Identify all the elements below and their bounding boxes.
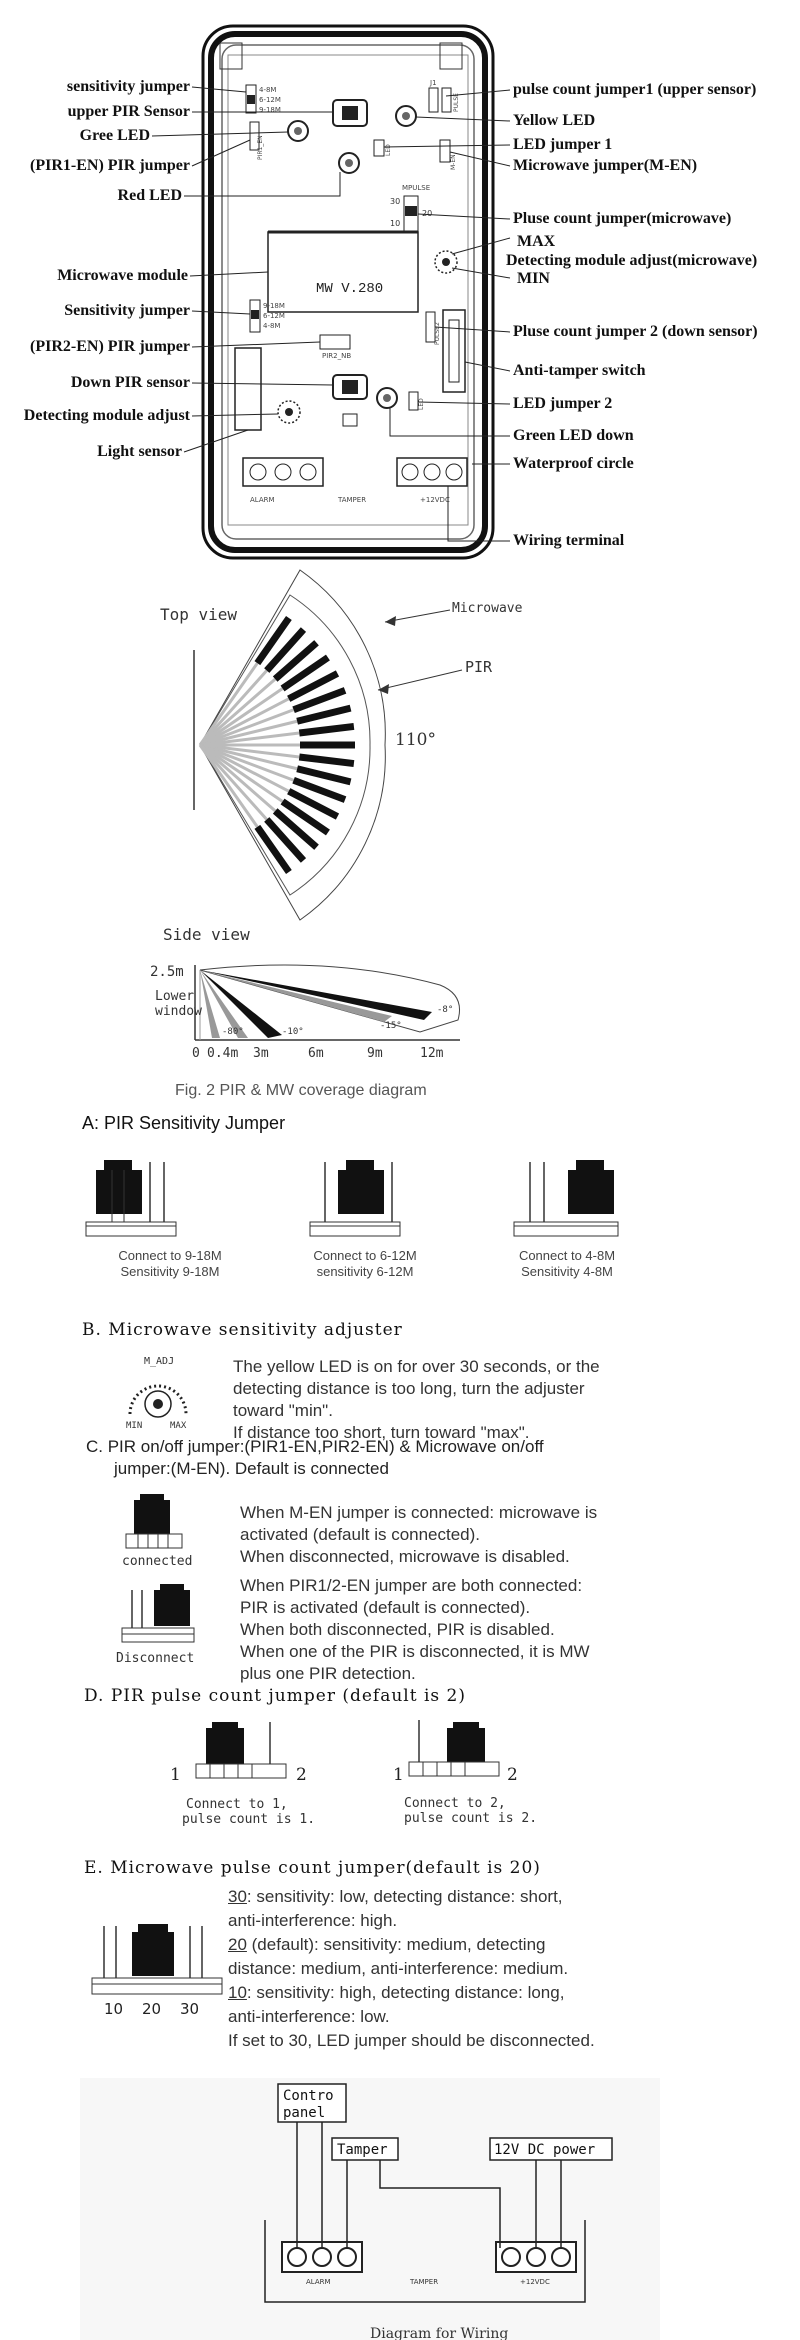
- pulse1-pin-2: 2: [296, 1765, 307, 1785]
- sens-top-1: 4-8M: [259, 86, 277, 94]
- caption-6-12-b: sensitivity 6-12M: [316, 1264, 414, 1279]
- pir-bar: [297, 769, 350, 782]
- label-pir2-en-jumper: (PIR2-EN) PIR jumper: [30, 338, 190, 355]
- section-b-line-3: toward "min".: [233, 1401, 333, 1420]
- section-e-text: [228, 1885, 595, 2053]
- power-label: 12V DC power: [494, 2142, 596, 2158]
- tick-3: 3m: [253, 1046, 269, 1061]
- section-c-text-1: [240, 1502, 597, 1568]
- mw-pin-20: 20: [142, 2000, 162, 2018]
- mw-pin-10: 10: [104, 2000, 124, 2018]
- label-min: MIN: [517, 270, 550, 287]
- angle-80: -80°: [222, 1027, 244, 1037]
- caption-4-8-b: Sensitivity 4-8M: [521, 1264, 613, 1279]
- sens-top-3: 9-18M: [259, 106, 281, 114]
- section-c-title: [86, 1436, 544, 1480]
- label-red-led: Red LED: [117, 187, 182, 204]
- height-text: 2.5m: [150, 964, 184, 980]
- pir-text: PIR: [465, 658, 493, 676]
- jumper-4-8: [514, 1160, 618, 1236]
- label-down-pir-sensor: Down PIR sensor: [70, 374, 190, 391]
- label-upper-pir-sensor: upper PIR Sensor: [67, 103, 190, 120]
- j1-text: J1: [430, 79, 437, 87]
- section-b-title: B. Microwave sensitivity adjuster: [82, 1320, 403, 1340]
- microwave-text: Microwave: [452, 601, 523, 616]
- mw-pin-30: 30: [180, 2000, 200, 2018]
- section-e-line-6: anti-interference: low.: [228, 2007, 390, 2026]
- pir-bar: [297, 708, 350, 721]
- knob-label: M_ADJ: [144, 1356, 175, 1367]
- angle-text: 110°: [395, 730, 436, 750]
- section-b-line-2: detecting distance is too long, turn the adjuster: [233, 1379, 585, 1398]
- microwave-knob: [126, 1352, 246, 1432]
- section-c-2-line-2: PIR is activated (default is connected).: [240, 1598, 531, 1617]
- coverage-diagram: [0, 560, 800, 1120]
- section-e-line-1: 30: sensitivity: low, detecting distance: short,: [228, 1887, 563, 1906]
- tick-6: 6m: [308, 1046, 324, 1061]
- section-c-2-line-5: plus one PIR detection.: [240, 1664, 416, 1683]
- angle-15: -15°: [380, 1021, 402, 1031]
- control-panel-1: Contro: [283, 2088, 334, 2104]
- label-pulse-count-jumper-2: Pluse count jumper 2 (down sensor): [513, 323, 758, 340]
- section-c-2-line-4: When one of the PIR is disconnected, it is MW: [240, 1642, 590, 1661]
- section-b-text: [233, 1356, 600, 1444]
- jumper-disconnect: [118, 1590, 218, 1660]
- tick-9: 9m: [367, 1046, 383, 1061]
- v12-label: +12VDC: [520, 2278, 550, 2286]
- pulse2-text: PULSE2: [434, 322, 441, 345]
- section-c-title-2: jumper:(M-EN). Default is connected: [114, 1459, 389, 1478]
- pulse1-text: PULSE: [453, 93, 460, 112]
- label-led-jumper-1: LED jumper 1: [513, 136, 613, 153]
- alarm-label: ALARM: [306, 2278, 331, 2286]
- tick-0: 0: [192, 1046, 200, 1061]
- sens-down-2: 6-12M: [263, 312, 285, 320]
- pir2-text: PIR2_NB: [322, 352, 352, 360]
- tamper-small-label: TAMPER: [410, 2278, 439, 2286]
- label-detecting-module-adjust: Detecting module adjust: [23, 407, 190, 424]
- label-pulse-count-jumper1: pulse count jumper1 (upper sensor): [513, 81, 757, 98]
- label-anti-tamper-switch: Anti-tamper switch: [513, 362, 646, 379]
- section-b-line-4: If distance too short, turn toward "max".: [233, 1423, 530, 1442]
- label-led-jumper-2: LED jumper 2: [513, 395, 613, 412]
- label-pir1-en-jumper: (PIR1-EN) PIR jumper: [30, 157, 190, 174]
- caption-4-8-a: Connect to 4-8M: [518, 1248, 616, 1263]
- label-microwave-module: Microwave module: [57, 267, 188, 284]
- control-panel-2: panel: [283, 2105, 326, 2121]
- caption-9-18-b: Sensitivity 9-18M: [120, 1264, 220, 1279]
- label-waterproof-circle: Waterproof circle: [513, 455, 634, 472]
- section-c-1-line-2: activated (default is connected).: [240, 1525, 481, 1544]
- section-e-title: E. Microwave pulse count jumper(default is 20): [84, 1858, 541, 1878]
- section-b-line-1: The yellow LED is on for over 30 seconds, or the: [233, 1357, 600, 1376]
- label-pulse-count-jumper-microwave: Pluse count jumper(microwave): [513, 210, 732, 227]
- section-c-1-line-1: When M-EN jumper is connected: microwave is: [240, 1503, 598, 1522]
- section-a-title: A: PIR Sensitivity Jumper: [82, 1113, 286, 1133]
- pir-bar: [299, 726, 354, 733]
- pulse-num-30: 30: [390, 197, 401, 206]
- sens-top-2: 6-12M: [259, 96, 281, 104]
- section-c-2-line-3: When both disconnected, PIR is disabled.: [240, 1620, 555, 1639]
- label-wiring-terminal: Wiring terminal: [513, 532, 625, 549]
- terminal-alarm-text: ALARM: [250, 496, 275, 504]
- label-max: MAX: [517, 233, 556, 250]
- mpulse-text: MPULSE: [402, 184, 431, 192]
- jumper-connected: [124, 1500, 224, 1560]
- terminal-12v-text: +12VDC: [420, 496, 450, 504]
- label-green-led-down: Green LED down: [513, 427, 634, 444]
- pulse-num-10: 10: [390, 219, 401, 228]
- led-text-2: LED: [418, 398, 425, 410]
- caption-6-12-a: Connect to 6-12M: [313, 1248, 417, 1263]
- wiring-diagram: [0, 2070, 800, 2340]
- label-microwave-jumper-m-en: Microwave jumper(M-EN): [513, 157, 698, 174]
- disconnect-label: Disconnect: [116, 1651, 195, 1666]
- mw-pulse-jumper: [90, 1920, 250, 2020]
- pulse-jumper-2: [393, 1716, 533, 1786]
- section-d-title: D. PIR pulse count jumper (default is 2): [84, 1686, 466, 1706]
- section-a-jumpers: [0, 1170, 800, 1250]
- jumper-6-12: [310, 1160, 400, 1236]
- sens-down-3: 4-8M: [263, 322, 281, 330]
- label-detecting-module-adjust-microwave: Detecting module adjust(microwave): [506, 252, 758, 269]
- angle-8: -8°: [437, 1005, 454, 1015]
- section-e-line-4: distance: medium, anti-interference: medium.: [228, 1959, 569, 1978]
- led-text-1: LED: [385, 144, 392, 156]
- label-sensitivity-jumper: sensitivity jumper: [66, 78, 190, 95]
- pulse1-cap-1: Connect to 1,: [186, 1797, 288, 1812]
- lower-window-1: Lower: [155, 989, 195, 1004]
- mw-module-text: MW V.280: [316, 281, 384, 297]
- terminal-tamper-text: TAMPER: [338, 496, 367, 504]
- label-light-sensor: Light sensor: [97, 443, 182, 460]
- tamper-label: Tamper: [337, 2142, 388, 2158]
- pulse2-cap-2: pulse count is 2.: [404, 1811, 538, 1826]
- section-c-2-line-1: When PIR1/2-EN jumper are both connected:: [240, 1576, 583, 1595]
- connected-label: connected: [122, 1554, 193, 1569]
- m-en-text: M-EN: [450, 154, 457, 170]
- pir1-text: PIR1_EN: [257, 135, 264, 160]
- label-yellow-led: Yellow LED: [513, 112, 596, 129]
- section-e-line-7: If set to 30, LED jumper should be disconnected.: [228, 2031, 595, 2050]
- caption-9-18-a: Connect to 9-18M: [118, 1248, 222, 1263]
- pulse2-pin-2: 2: [507, 1765, 518, 1785]
- label-gree-led: Gree LED: [79, 127, 150, 144]
- label-sensitivity-jumper-2: Sensitivity jumper: [64, 302, 190, 319]
- coverage-caption: Fig. 2 PIR & MW coverage diagram: [175, 1082, 427, 1099]
- section-c-title-1: C. PIR on/off jumper:(PIR1-EN,PIR2-EN) & Microwave on/off: [86, 1437, 544, 1456]
- tick-12: 12m: [420, 1046, 444, 1061]
- pulse1-pin-1: 1: [170, 1765, 181, 1785]
- tick-04: 0.4m: [207, 1046, 239, 1061]
- pulse-num-20: 20: [422, 209, 433, 218]
- lower-window-2: window: [155, 1004, 202, 1019]
- wiring-footer: Diagram for Wiring: [370, 2326, 509, 2340]
- sens-down-1: 9-18M: [263, 302, 285, 310]
- pir-fan: [200, 618, 355, 872]
- top-view-text: Top view: [160, 605, 238, 624]
- section-c-text-2: [240, 1575, 590, 1685]
- section-e-line-5: 10: sensitivity: high, detecting distance: long,: [228, 1983, 565, 2002]
- pulse1-cap-2: pulse count is 1.: [182, 1812, 316, 1827]
- side-view-text: Side view: [163, 925, 250, 944]
- section-c-1-line-3: When disconnected, microwave is disabled.: [240, 1547, 570, 1566]
- angle-10: -10°: [282, 1027, 304, 1037]
- knob-max: MAX: [170, 1421, 187, 1431]
- pulse2-pin-1: 1: [393, 1765, 404, 1785]
- section-e-line-3: 20 (default): sensitivity: medium, detecting: [228, 1935, 546, 1954]
- pulse-jumper-1: [170, 1720, 310, 1790]
- knob-min: MIN: [126, 1421, 143, 1431]
- section-e-line-2: anti-interference: high.: [228, 1911, 398, 1930]
- pulse2-cap-1: Connect to 2,: [404, 1796, 506, 1811]
- pir-bar: [299, 757, 354, 764]
- jumper-9-18: [86, 1160, 176, 1236]
